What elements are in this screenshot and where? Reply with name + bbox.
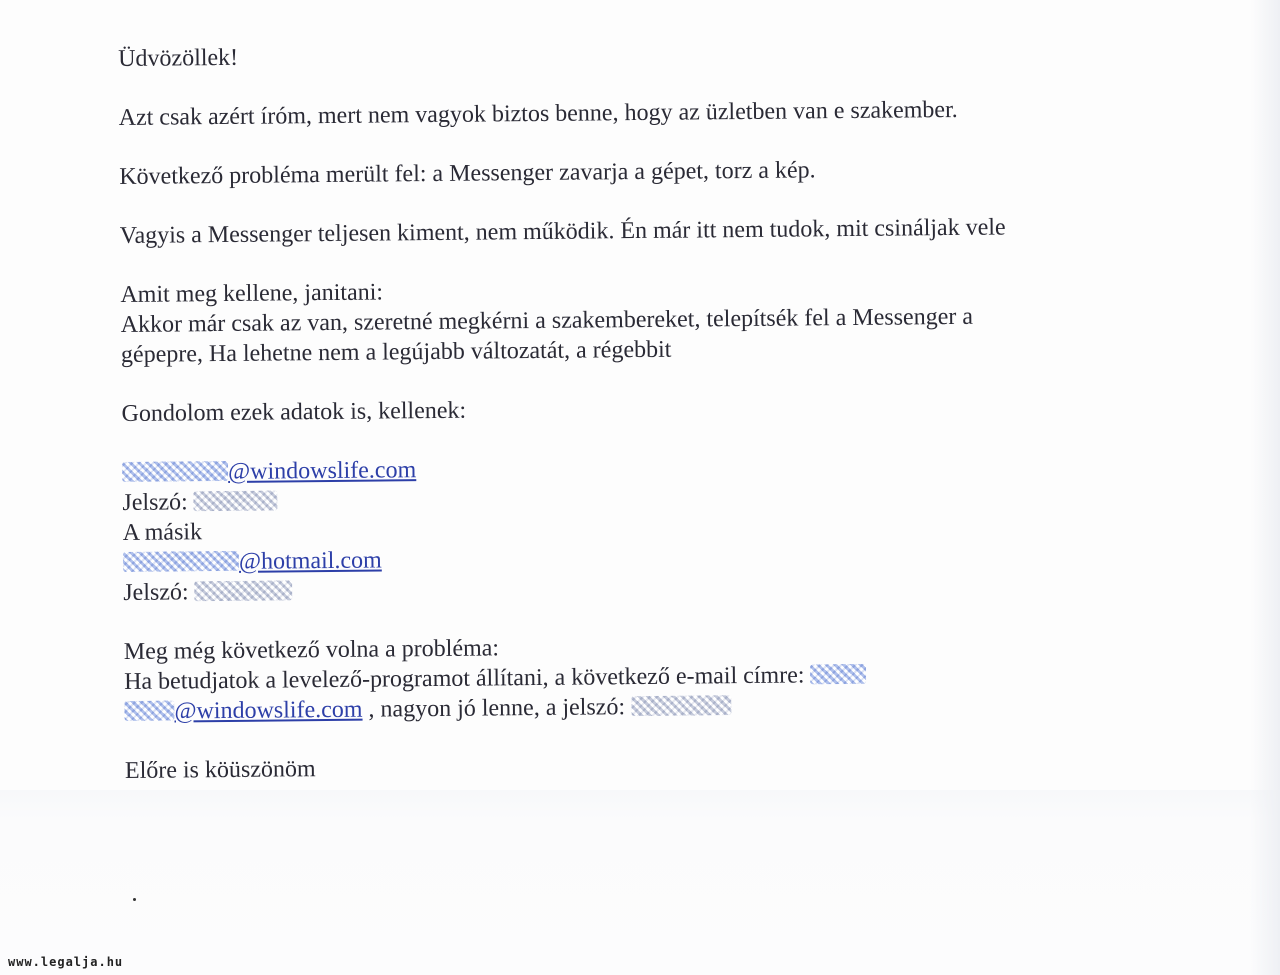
paragraph-6-line-2-text: Ha betudjatok a levelező-programot állítani, a következő e-mail címre: [123, 662, 805, 695]
greeting: Üdvözöllek! [118, 44, 239, 72]
other-account-label: A másik [122, 519, 203, 546]
password-label: Jelszó: [122, 489, 188, 516]
paragraph-4-line-3: gépepre, Ha lehetne nem a legújabb változatát, a régebbit [120, 336, 672, 368]
email-3-link[interactable]: @windowslife.com [174, 696, 363, 725]
redacted-username [122, 461, 228, 482]
paragraph-5: Gondolom ezek adatok is, kellenek: [121, 397, 467, 427]
page-edge-shadow [1250, 0, 1280, 975]
paragraph-3: Vagyis a Messenger teljesen kiment, nem működik. Én már itt nem tudok, mit csináljak vele [119, 214, 1006, 249]
speck [133, 898, 136, 901]
redacted-username [810, 664, 866, 685]
paragraph-2: Következő probléma merült fel: a Messenger zavarja a gépet, torz a kép. [119, 157, 816, 190]
redacted-password [631, 695, 731, 716]
paragraph-1: Azt csak azért íróm, mert nem vagyok biztos benne, hogy az üzletben van e szakember. [118, 96, 958, 131]
page-fold-shadow [0, 790, 1280, 975]
letter-body [118, 34, 1125, 786]
password-label: Jelszó: [123, 579, 189, 606]
paragraph-6-line-1: Meg még következő volna a probléma: [123, 635, 500, 665]
paragraph-6-line-3-tail: , nagyon jó lenne, a jelszó: [362, 694, 626, 723]
closing: Előre is köüszönöm [124, 756, 316, 784]
redacted-password [194, 580, 292, 601]
paragraph-4-line-1: Amit meg kellene, janitani: [120, 279, 384, 308]
email-2-link[interactable]: @hotmail.com [238, 547, 382, 575]
redacted-username [123, 551, 239, 572]
paragraph-4-line-2: Akkor már csak az van, szeretné megkérni a szakembereket, telepítsék fel a Messenger a [120, 303, 974, 338]
watermark: www.legalja.hu [8, 955, 124, 969]
redacted-username [124, 700, 174, 720]
email-1-link[interactable]: @windowslife.com [227, 457, 417, 485]
redacted-password [194, 490, 278, 511]
